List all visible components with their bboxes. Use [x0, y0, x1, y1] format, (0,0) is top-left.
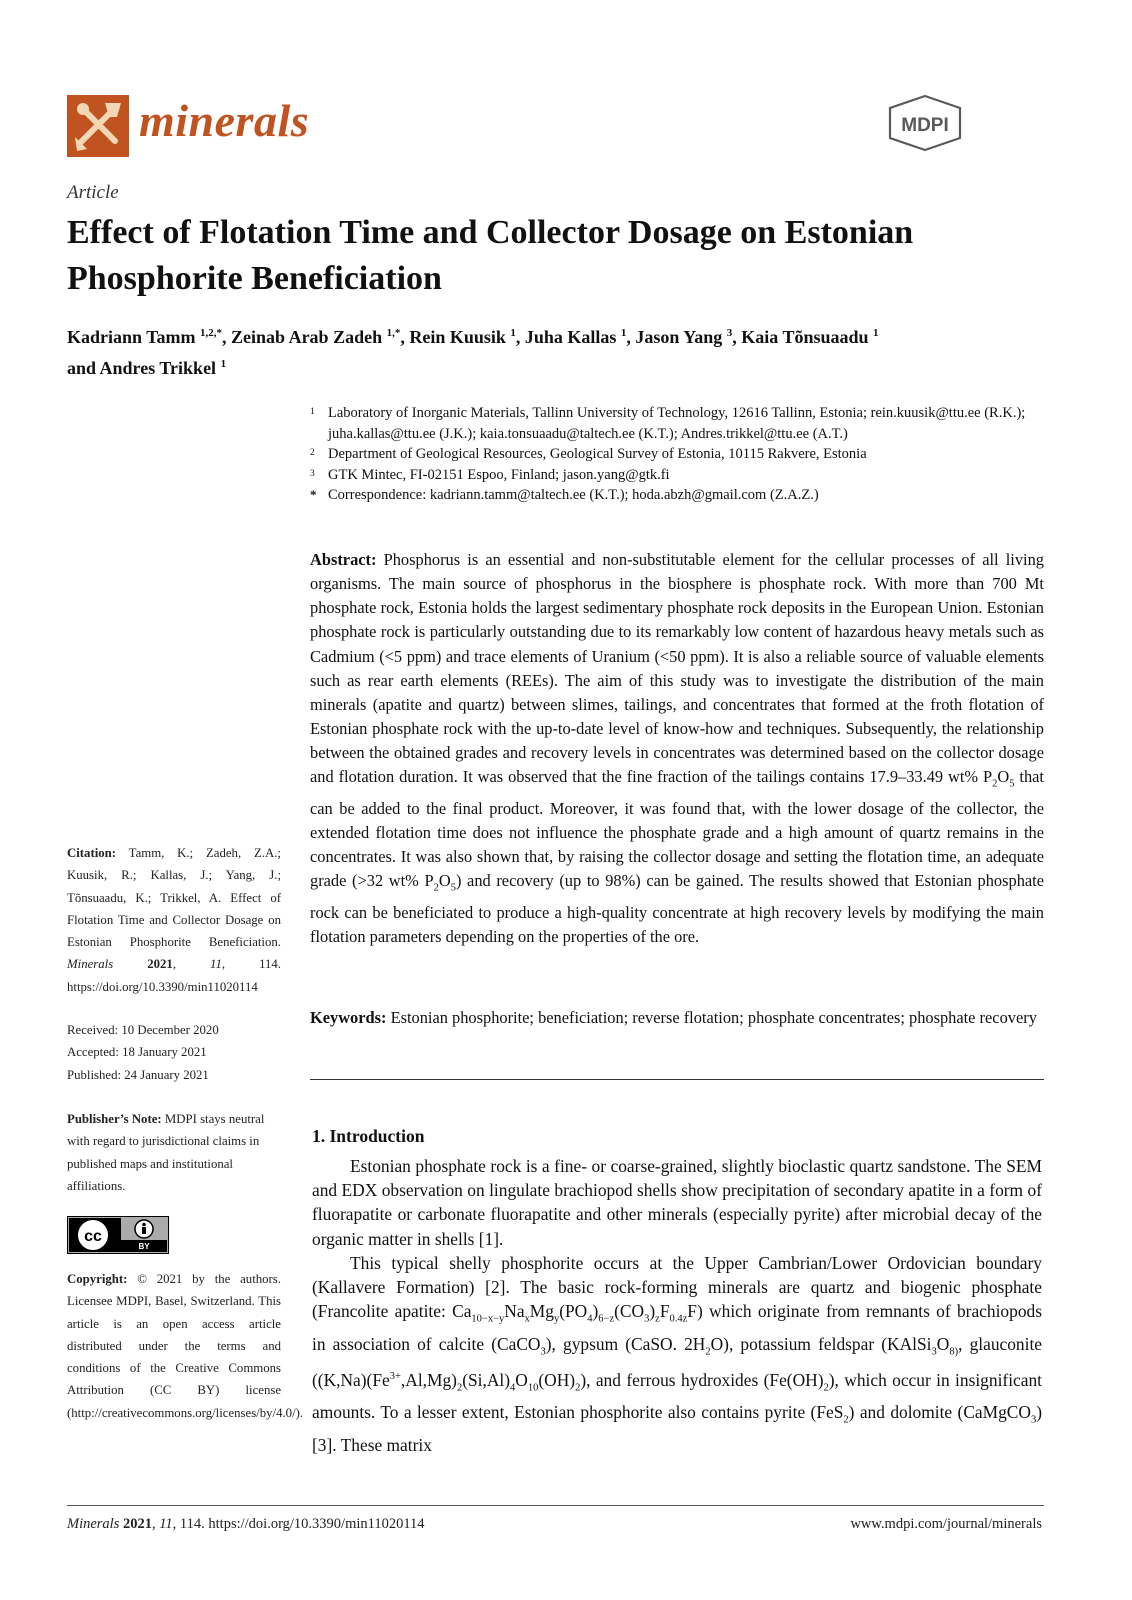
abstract-text: Phosphorus is an essential and non-substitutable element for the cellular processes of all living organisms. The main source of phosphorus in the biosphere is phosphate rock. With more than 700 Mt phosphate rock, Estonia holds the largest sedimentary phosphate rock deposits in the European Union. Estonian phosphate rock is particularly outstanding due to its remarkably low content of hazardous heavy metals such as Cadmium (<5 ppm) and trace elements of Uranium (<50 ppm). It is also a reliable source of valuable elements such as rear earth elements (REEs). The aim of this study was to investigate the distribution of the main minerals (apatite and quartz) between slimes, tailings, and concentrates that formed at the froth flotation of Estonian phosphate rock with the up-to-date level of know-how and techniques. Subsequently, the relationship between the obtained grades and recovery levels in concentrates was determined based on the collector dosage and flotation duration. It was observed that the fine fraction of the tailings contains 17.9–33.49 wt% P: [310, 550, 1044, 787]
text: ), gypsum (CaSO. 2H: [545, 1333, 706, 1354]
text: ) and dolomite (CaMgCO: [848, 1402, 1031, 1423]
subscript: 5: [450, 882, 456, 894]
text: O: [515, 1369, 528, 1390]
affiliation-text: Department of Geological Resources, Geological Survey of Estonia, 10115 Rakvere, Estonia: [328, 446, 867, 462]
cc-text: cc: [84, 1228, 102, 1245]
keywords: [310, 1006, 1044, 1030]
text: ), and ferrous hydroxides (Fe(OH): [580, 1369, 824, 1390]
author-list: [67, 320, 1027, 382]
text: F: [659, 1301, 670, 1322]
text: O), potassium feldspar (KAlSi: [710, 1333, 932, 1354]
author-name: , Kaia Tõnsuaadu: [732, 327, 874, 347]
accepted-date: Accepted: 18 January 2021: [67, 1045, 207, 1060]
affiliation-text: GTK Mintec, FI-02151 Espoo, Finland; jason.yang@gtk.fi: [328, 466, 670, 483]
keywords-label: Keywords:: [310, 1008, 387, 1027]
text: , glauconite ((K,Na)(Fe: [312, 1333, 1043, 1390]
citation-block: [67, 842, 281, 998]
correspondence-mark: *: [310, 487, 317, 502]
note-label: Publisher’s Note:: [67, 1112, 162, 1126]
affiliation-number: 3: [310, 468, 315, 479]
citation-text: Tamm, K.; Zadeh, Z.A.; Kuusik, R.; Kallas, J.; Yang, J.; Tõnsuaadu, K.; Trikkel, A. Effect of Flotation Time and Collector Dosage on Estonian Phosphorite Beneficiation.: [67, 846, 281, 950]
subscript: 8): [949, 1346, 959, 1358]
footer-journal: Minerals: [67, 1516, 120, 1532]
subscript: 2: [575, 1381, 581, 1393]
dates-block: [67, 1019, 281, 1086]
paper-title: Effect of Flotation Time and Collector Dosage on Estonian Phosphorite Beneficiation: [67, 214, 914, 297]
subscript: 2: [705, 1346, 711, 1358]
abstract: [310, 548, 1044, 949]
text: This typical shelly phosphorite occurs at the Upper Cambrian/Lower Ordovician boundary (Kallavere Formation) [2]. The basic rock-forming minerals are quartz and biogenic phosphate (Francolite apatite: Ca: [312, 1252, 1042, 1322]
section-divider: [310, 1079, 1044, 1080]
affiliation-1: [310, 403, 1045, 444]
copyright-text: © 2021 by the authors. Licensee MDPI, Basel, Switzerland. This article is an open access article distributed under the terms and conditions of the Creative Commons Attribution (CC BY) license (http://creativecommons.org/licenses/by/4.0/).: [67, 1272, 304, 1420]
author-affil: 1: [873, 327, 879, 339]
correspondence-text: Correspondence: kadriann.tamm@taltech.ee (K.T.); hoda.abzh@gmail.com (Z.A.Z.): [328, 487, 819, 503]
affiliations: [310, 403, 1045, 506]
subscript: y: [553, 1313, 560, 1325]
subscript: 5: [1009, 778, 1015, 790]
citation-volume: 11: [210, 957, 222, 972]
author-name: , Jason Yang: [626, 327, 727, 347]
footer-rule: [67, 1505, 1044, 1506]
subscript: 2: [992, 778, 998, 790]
abstract-text: O: [997, 767, 1010, 787]
abstract-label: Abstract:: [310, 550, 377, 569]
copyright-block: [67, 1268, 304, 1424]
intro-body: [312, 1154, 1042, 1457]
subscript: 2: [843, 1414, 849, 1426]
journal-name: minerals: [139, 95, 310, 146]
subscript: 10: [527, 1381, 539, 1393]
author-name: , Rein Kuusik: [400, 327, 511, 347]
cc-by-license-icon[interactable]: [67, 1216, 169, 1254]
received-date: Received: 10 December 2020: [67, 1023, 219, 1037]
affiliation-text: Laboratory of Inorganic Materials, Tallinn University of Technology, 12616 Tallinn, Estonia; rein.kuusik@ttu.ee (R.K.); juha.kallas@ttu.ee (J.K.); kaia.tonsuaadu@taltech.ee (K.T.); Andres.trikkel@ttu.ee (A.T.): [328, 405, 1026, 442]
subscript: 4: [587, 1313, 593, 1325]
publisher-logo-icon: [884, 94, 966, 152]
section-heading: 1. Introduction: [312, 1126, 425, 1146]
abstract-text: ) and recovery (up to 98%) can be gained. The results showed that Estonian phosphate rock can be beneficiated to produce a high-quality concentrate at high recovery levels by modifying the main flotation parameters depending on the properties of the ore.: [310, 871, 1044, 946]
author-affil: 1: [620, 327, 627, 339]
subscript: 10−x−y: [471, 1313, 505, 1325]
text: ): [649, 1301, 656, 1322]
affiliation-3: [310, 465, 1045, 486]
superscript: 3+: [389, 1370, 401, 1382]
affiliation-2: [310, 444, 1045, 465]
author-affil: 1,*: [386, 327, 401, 339]
subscript: 3: [540, 1346, 546, 1358]
text: (PO: [559, 1301, 588, 1322]
paragraph: [312, 1251, 1042, 1457]
author-affil: 1: [510, 327, 516, 339]
footer-journal-url[interactable]: www.mdpi.com/journal/minerals: [850, 1516, 1042, 1532]
text: ,Al,Mg): [400, 1369, 457, 1390]
author-line-1: [67, 320, 1027, 351]
abstract-text: O: [438, 871, 451, 891]
citation-year: 2021: [113, 957, 173, 972]
by-text: BY: [138, 1242, 150, 1251]
author-name: , Juha Kallas: [515, 327, 621, 347]
author-name: , Zeinab Arab Zadeh: [222, 327, 387, 347]
author-affil: 1,2,*: [200, 327, 223, 339]
footer-citation: [67, 1516, 425, 1533]
subscript: 3: [644, 1313, 650, 1325]
citation-doi[interactable]: , 114. https://doi.org/10.3390/min11020114: [67, 957, 281, 994]
text: (CO: [614, 1301, 645, 1322]
citation-journal: Minerals: [67, 957, 114, 972]
affiliation-number: 2: [310, 448, 315, 458]
author-affil: 1: [220, 358, 227, 370]
subscript: 2: [823, 1381, 829, 1393]
author-name: Kadriann Tamm: [67, 327, 201, 347]
text: Mg: [529, 1301, 554, 1322]
paragraph: Estonian phosphate rock is a fine- or coarse-grained, slightly bioclastic quartz sandstone. The SEM and EDX observation on lingulate brachiopod shells show precipitation of secondary apatite in a form of fluorapatite or carbonate fluorapatite and other minerals (especially pyrite) after microbial decay of the organic matter in shells [1].: [312, 1156, 1042, 1249]
text: O: [936, 1333, 950, 1354]
note-text: MDPI stays neutral with regard to jurisdictional claims in published maps and institutional affiliations.: [67, 1112, 265, 1193]
keywords-text: Estonian phosphorite; beneficiation; reverse flotation; phosphate concentrates; phosphate recovery: [386, 1008, 1037, 1027]
text: Na: [504, 1301, 525, 1322]
subscript: x: [524, 1313, 530, 1325]
author-line-2: [67, 351, 1027, 382]
footer-volume: 11: [159, 1516, 173, 1532]
copyright-label: Copyright:: [67, 1272, 128, 1286]
footer-year: 2021: [119, 1516, 152, 1532]
subscript: 6−z: [598, 1313, 615, 1325]
published-date: Published: 24 January 2021: [67, 1067, 209, 1082]
text: ): [592, 1301, 599, 1322]
subscript: 4: [510, 1381, 516, 1393]
journal-logo-icon: [67, 95, 129, 157]
subscript: 2: [433, 882, 439, 894]
text: ), which occur in insignificant amounts. To a lesser extent, Estonian phosphorite also contains pyrite (FeS: [312, 1369, 1042, 1423]
correspondence: [310, 485, 1045, 506]
text: ) [3]. These matrix: [312, 1402, 1043, 1455]
footer-text: ,: [151, 1516, 160, 1532]
subscript: z: [655, 1313, 660, 1325]
text: F) which originate from remnants of brachiopods in association of calcite (CaCO: [312, 1301, 1042, 1354]
citation-text: ,: [172, 957, 211, 972]
publishers-note: [67, 1108, 281, 1197]
author-affil: 3: [726, 327, 733, 339]
text: (OH): [538, 1369, 576, 1390]
subscript: 2: [456, 1381, 463, 1393]
abstract-text: that can be added to the final product. Moreover, it was found that, with the lower dosage of the collector, the extended flotation time does not influence the phosphate grade and a high amount of quartz remains in the concentrates. It was also shown that, by raising the collector dosage and setting the flotation time, an adequate grade (>32 wt% P: [310, 767, 1044, 891]
citation-label: Citation:: [67, 846, 117, 860]
subscript: 3: [1030, 1414, 1037, 1426]
author-name: and Andres Trikkel: [67, 358, 221, 378]
subscript: 0.4z: [669, 1313, 688, 1325]
footer-doi[interactable]: , 114. https://doi.org/10.3390/min11020114: [172, 1516, 425, 1532]
affiliation-number: 1: [310, 407, 315, 417]
subscript: 3: [931, 1346, 937, 1358]
text: (Si,Al): [462, 1369, 511, 1390]
publisher-logo-text: MDPI: [901, 115, 949, 136]
article-type: Article: [67, 182, 119, 203]
